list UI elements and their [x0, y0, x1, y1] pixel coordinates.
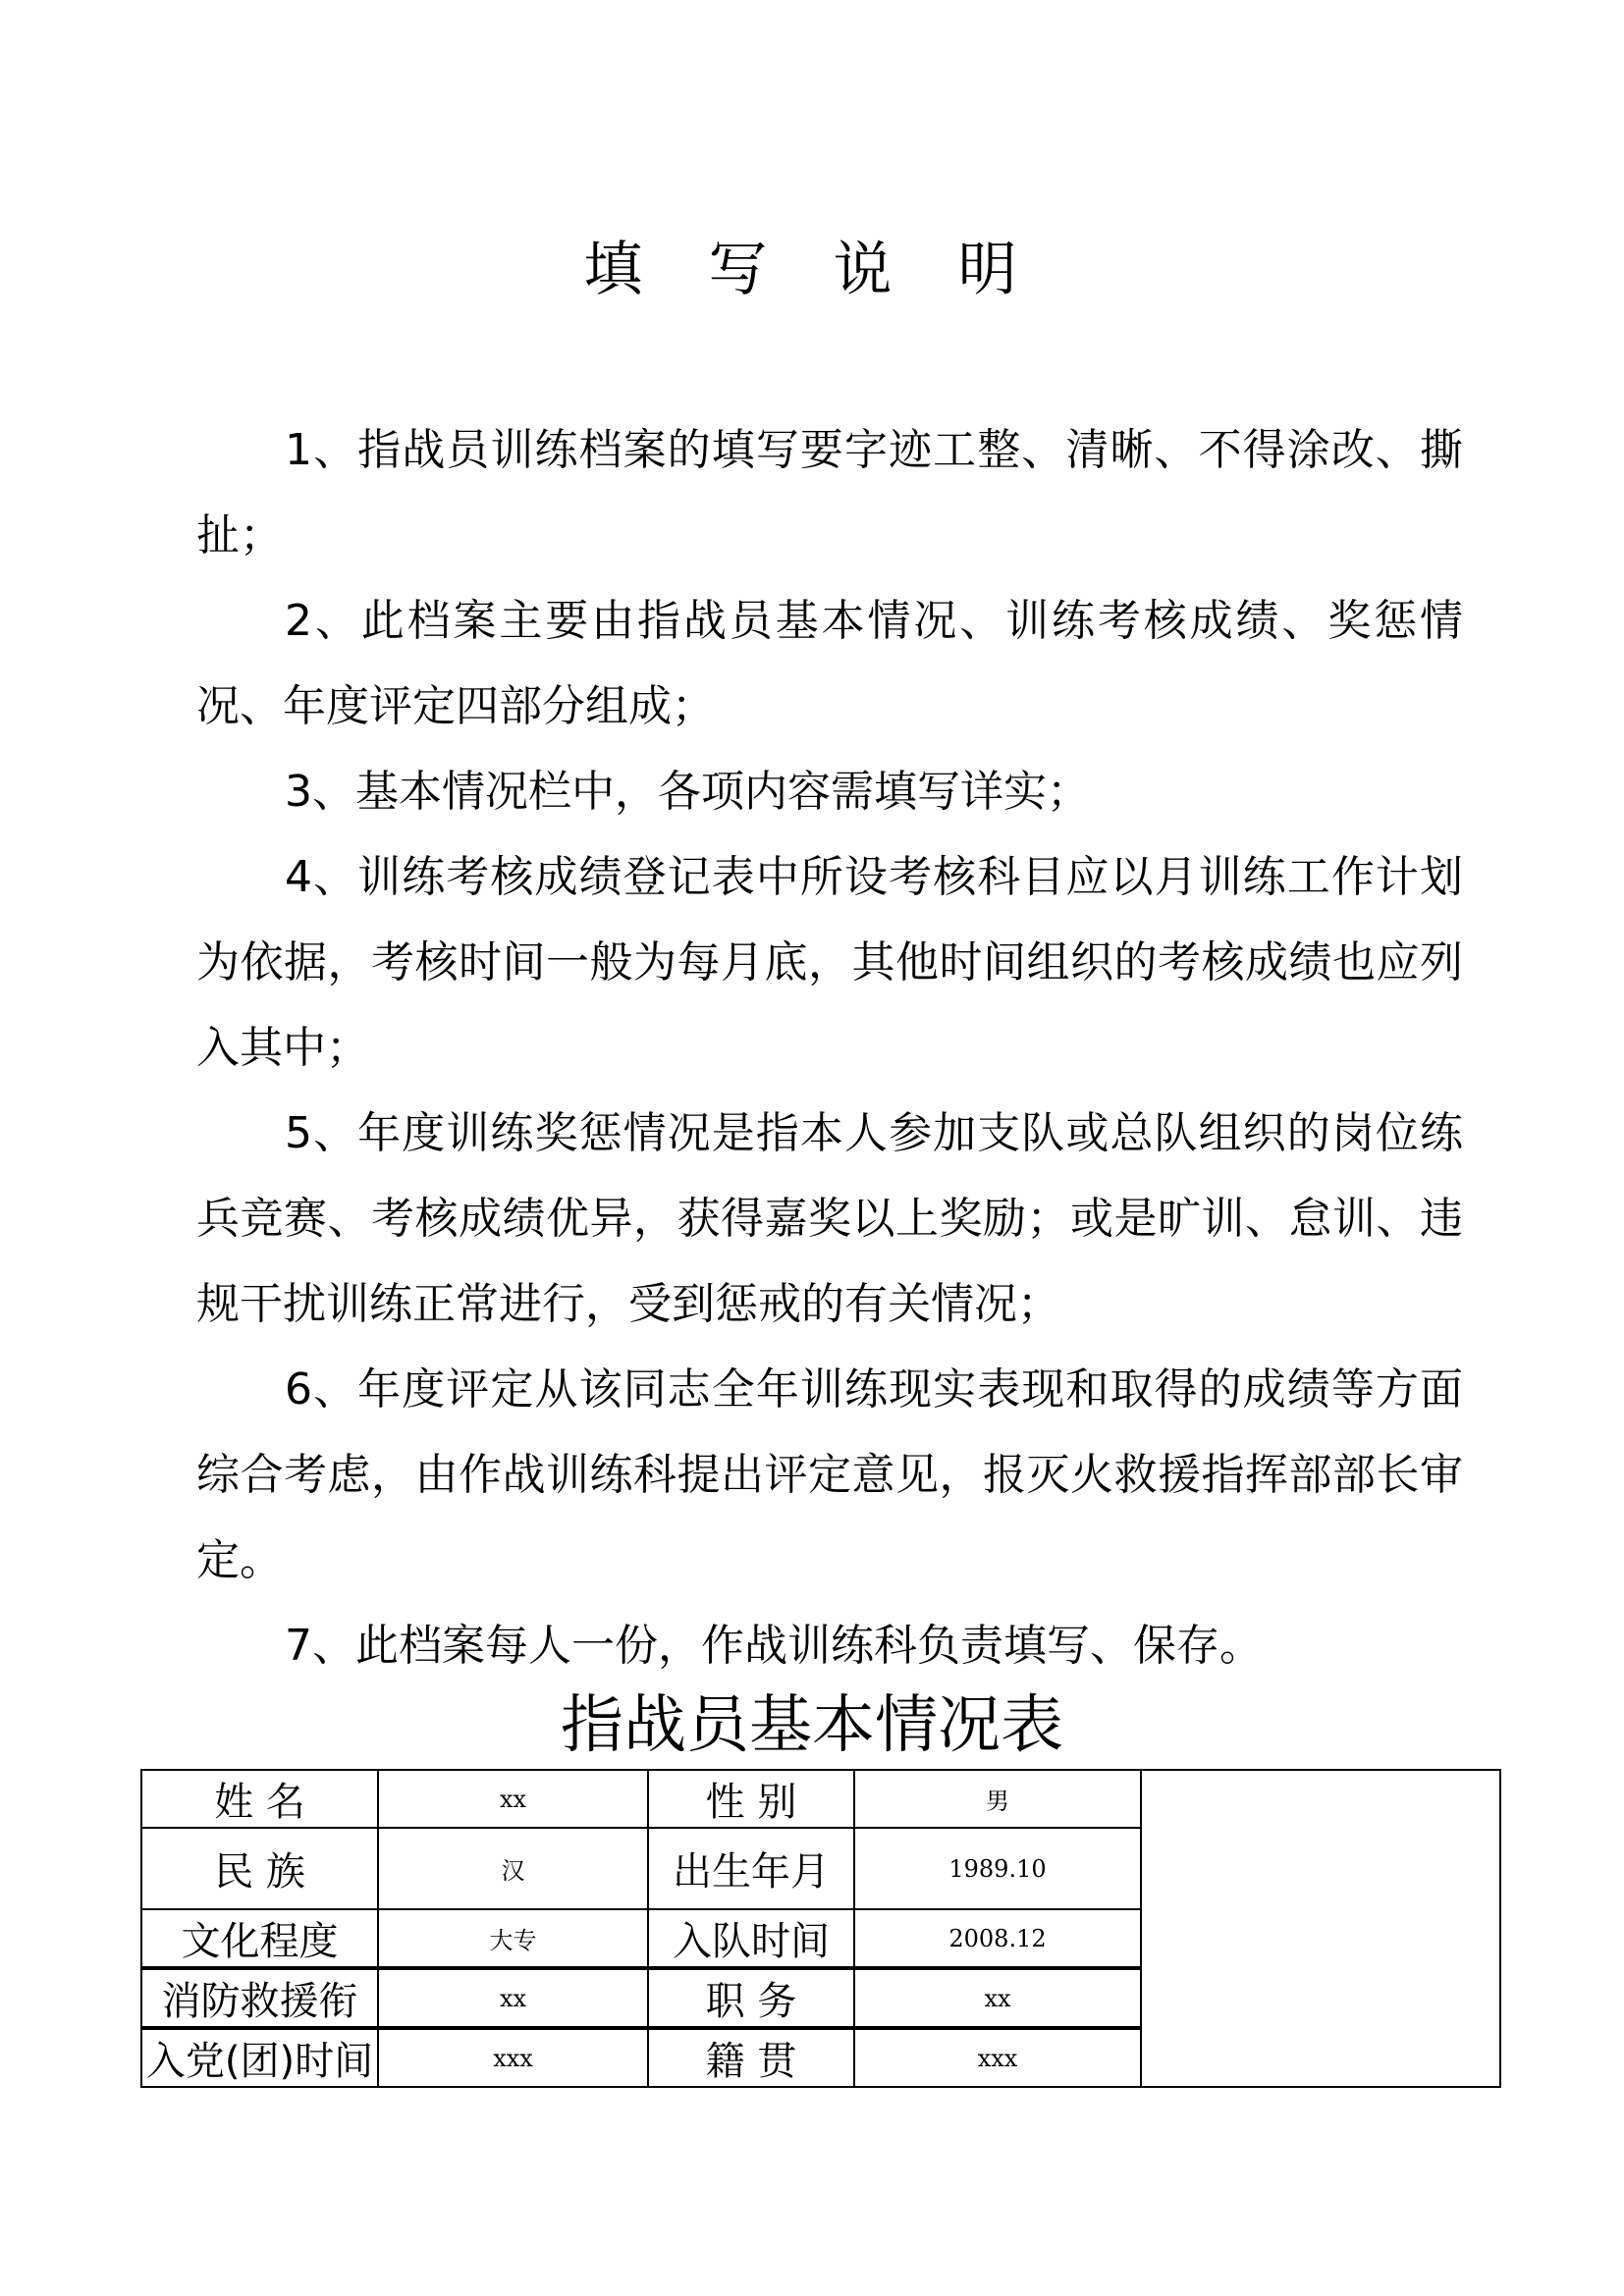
- field-label: 职 务: [648, 1968, 854, 2028]
- instruction-item: 3、基本情况栏中，各项内容需填写详实；: [285, 767, 1090, 817]
- field-label: 姓 名: [141, 1770, 378, 1828]
- instruction-item: 6、年度评定从该同志全年训练现实表现和取得的成绩等方面综合考虑，由作战训练科提出评定意见，报灭火救援指挥部部长审定。: [196, 1364, 1463, 1585]
- field-label: 籍 贯: [648, 2028, 854, 2087]
- field-value: 男: [854, 1770, 1141, 1828]
- field-label: 入党(团)时间: [141, 2028, 378, 2087]
- instruction-item: 2、此档案主要由指战员基本情况、训练考核成绩、奖惩情况、年度评定四部分组成；: [196, 596, 1463, 731]
- field-label: 性 别: [648, 1770, 854, 1828]
- photo-cell: [1141, 1770, 1500, 2087]
- field-label: 出生年月: [648, 1828, 854, 1909]
- field-value: xxx: [854, 2028, 1141, 2087]
- instruction-item: 5、年度训练奖惩情况是指本人参加支队或总队组织的岗位练兵竞赛、考核成绩优异，获得嘉奖以上奖励；或是旷训、怠训、违规干扰训练正常进行，受到惩戒的有关情况；: [196, 1108, 1463, 1329]
- instruction-item: 1、指战员训练档案的填写要字迹工整、清晰、不得涂改、撕扯；: [196, 425, 1463, 561]
- field-value: xx: [378, 1968, 648, 2028]
- page-title: 填 写 说 明: [583, 236, 1041, 304]
- field-value: 大专: [378, 1909, 648, 1968]
- basic-info-table: [140, 1769, 1501, 2088]
- field-label: 民 族: [141, 1828, 378, 1909]
- instruction-item: 7、此档案每人一份，作战训练科负责填写、保存。: [285, 1621, 1263, 1671]
- instructions: [196, 407, 1463, 1688]
- table-title: 指战员基本情况表: [561, 1689, 1063, 1762]
- field-label: 入队时间: [648, 1909, 854, 1968]
- field-value: 汉: [378, 1828, 648, 1909]
- field-label: 文化程度: [141, 1909, 378, 1968]
- field-value: xxx: [378, 2028, 648, 2087]
- table-row: [141, 1770, 1500, 1828]
- instruction-item: 4、训练考核成绩登记表中所设考核科目应以月训练工作计划为依据，考核时间一般为每月底，其他时间组织的考核成绩也应列入其中；: [196, 852, 1463, 1073]
- field-label: 消防救援衔: [141, 1968, 378, 2028]
- field-value: xx: [854, 1968, 1141, 2028]
- field-value: 1989.10: [854, 1828, 1141, 1909]
- field-value: 2008.12: [854, 1909, 1141, 1968]
- field-value: xx: [378, 1770, 648, 1828]
